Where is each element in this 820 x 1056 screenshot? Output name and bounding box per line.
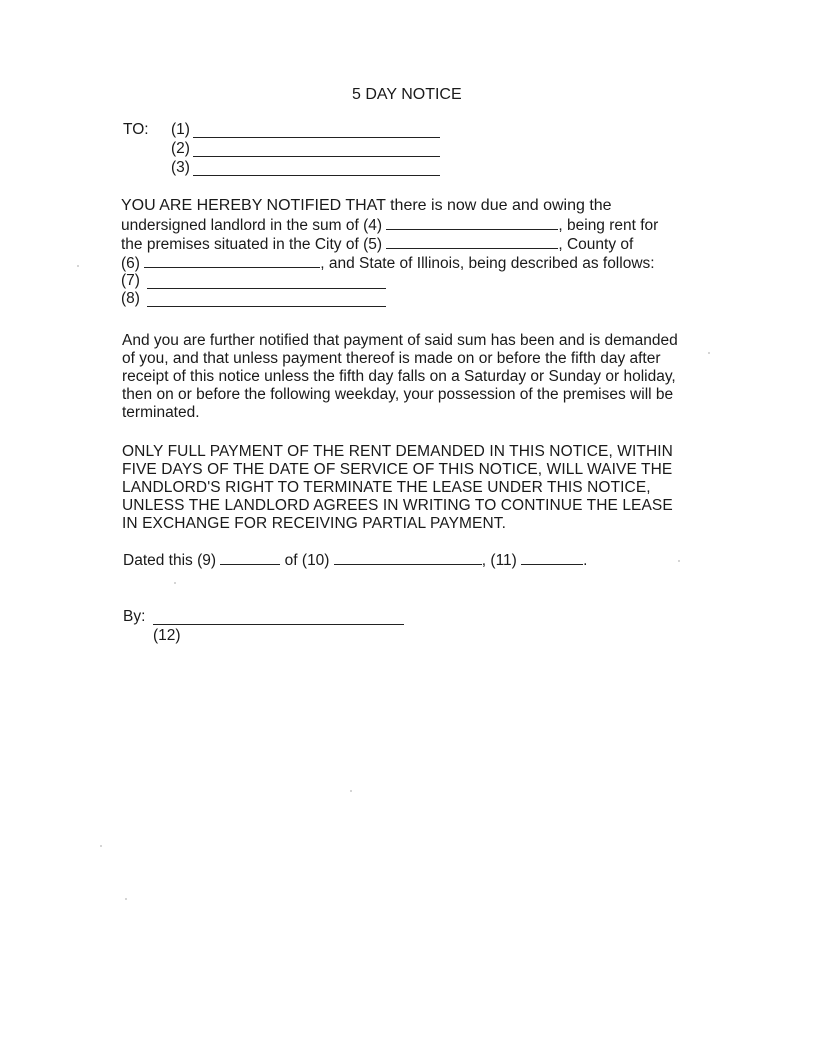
scan-speck [125, 898, 127, 900]
to-field-2-line[interactable] [193, 156, 440, 157]
dated-line [123, 551, 587, 570]
notice-line-3-end: , County of [558, 236, 634, 253]
demand-line-4: then on or before the following weekday, your possession of the premises will be [122, 386, 674, 403]
warning-line-1: ONLY FULL PAYMENT OF THE RENT DEMANDED IN THIS NOTICE, WITHIN [122, 443, 673, 460]
scan-speck [678, 560, 680, 562]
city-field[interactable] [386, 235, 558, 249]
demand-line-5: terminated. [122, 404, 200, 421]
notice-line-4-start: (6) [121, 255, 140, 272]
signature-line[interactable] [153, 624, 404, 625]
county-field[interactable] [144, 254, 320, 268]
by-label: By: [123, 608, 146, 625]
notice-line-2-start: undersigned landlord in the sum of (4) [121, 217, 383, 234]
warning-paragraph [122, 443, 702, 533]
warning-line-2: FIVE DAYS OF THE DATE OF SERVICE OF THIS NOTICE, WILL WAIVE THE [122, 461, 673, 478]
day-field[interactable] [220, 551, 280, 565]
notice-line-2 [121, 216, 658, 235]
scan-speck [100, 845, 102, 847]
notice-line-3 [121, 235, 633, 254]
to-field-1-label: (1) [171, 121, 190, 138]
warning-line-3: LANDLORD'S RIGHT TO TERMINATE THE LEASE UNDER THIS NOTICE, [122, 479, 651, 496]
to-field-1-line[interactable] [193, 137, 440, 138]
demand-line-1: And you are further notified that payment of said sum has been and is demanded [122, 332, 678, 349]
notice-line-2-end: , being rent for [558, 217, 659, 234]
dated-year-label: , (11) [481, 552, 517, 569]
demand-line-3: receipt of this notice unless the fifth day falls on a Saturday or Sunday or holiday, [122, 368, 676, 385]
year-field[interactable] [521, 551, 583, 565]
scan-speck [350, 790, 352, 792]
notice-line-4-end: , and State of Illinois, being described as follows: [320, 255, 655, 272]
notice-line-4 [121, 254, 655, 273]
month-field[interactable] [334, 551, 482, 565]
to-field-2-label: (2) [171, 140, 190, 157]
description-field-8[interactable] [147, 306, 386, 307]
notice-line-1: YOU ARE HEREBY NOTIFIED THAT there is now due and owing the [121, 197, 612, 214]
scan-speck [77, 265, 79, 267]
dated-prefix: Dated this (9) [123, 552, 217, 569]
warning-line-4: UNLESS THE LANDLORD AGREES IN WRITING TO CONTINUE THE LEASE [122, 497, 673, 514]
dated-of: of (10) [284, 552, 330, 569]
notice-line-5-label: (7) [121, 272, 140, 289]
to-field-3-line[interactable] [193, 175, 440, 176]
dated-end: . [583, 552, 588, 569]
signature-field-label: (12) [153, 627, 181, 644]
document-title: 5 DAY NOTICE [352, 86, 462, 103]
scan-speck [708, 352, 710, 354]
description-field-7[interactable] [147, 288, 386, 289]
scan-speck [174, 582, 176, 584]
amount-field[interactable] [386, 216, 558, 230]
notice-line-3-start: the premises situated in the City of (5) [121, 236, 383, 253]
to-field-3-label: (3) [171, 159, 190, 176]
warning-line-5: IN EXCHANGE FOR RECEIVING PARTIAL PAYMENT. [122, 515, 507, 532]
to-label: TO: [123, 121, 149, 138]
demand-line-2: of you, and that unless payment thereof is made on or before the fifth day after [122, 350, 661, 367]
demand-paragraph [122, 332, 702, 422]
notice-line-6-label: (8) [121, 290, 140, 307]
